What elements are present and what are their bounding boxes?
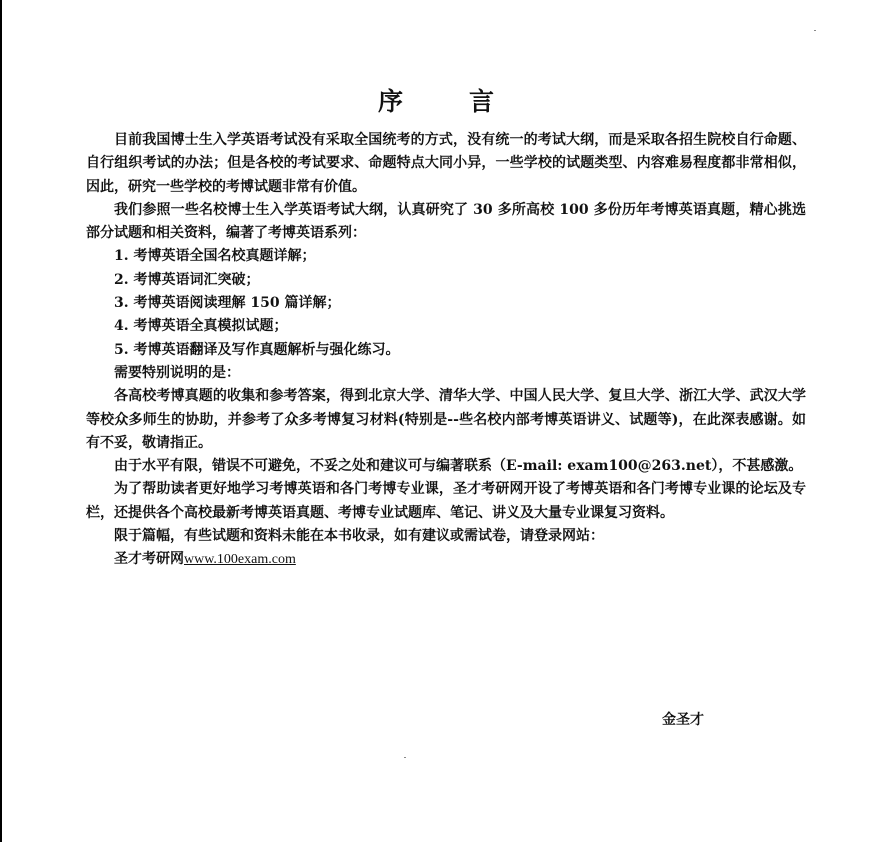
paragraph-website-intro: 为了帮助读者更好地学习考博英语和各门考博专业课，圣才考研网开设了考博英语和各门考博专业课的论坛及专栏，还提供各个高校最新考博英语真题、考博专业试题库、笔记、讲义及大量专业课复习资料。 xyxy=(86,481,806,521)
site-label: 圣才考研网 xyxy=(114,551,184,568)
author-signature: 金圣才 xyxy=(662,712,704,728)
list-item: 4. 考博英语全真模拟试题； xyxy=(114,318,288,335)
scan-speck xyxy=(404,757,406,758)
paragraph-intro: 目前我国博士生入学英语考试没有采取全国统考的方式，没有统一的考试大纲，而是采取各招生院校自行命题、自行组织考试的办法；但是各校的考试要求、命题特点大同小异，一些学校的试题类型、内容难易程度都非常相似，因此，研究一些学校的考博试题非常有价值。 xyxy=(86,132,806,195)
page-title xyxy=(2,82,870,118)
list-item: 5. 考博英语翻译及写作真题解析与强化练习。 xyxy=(114,341,400,358)
paragraph-contact: 由于水平有限，错误不可避免，不妥之处和建议可与编著联系（E-mail: exam100@263.net），不甚感激。 xyxy=(114,458,803,475)
scan-speck xyxy=(814,30,816,31)
paragraph-login: 限于篇幅，有些试题和资料未能在本书收录，如有建议或需试卷，请登录网站： xyxy=(114,528,604,545)
preface-body xyxy=(86,129,806,572)
title-char-2: 言 xyxy=(469,87,497,116)
site-url-link[interactable]: www.100exam.com xyxy=(184,552,296,568)
list-item: 3. 考博英语阅读理解 150 篇详解； xyxy=(114,295,341,312)
website-line xyxy=(86,548,806,571)
list-item: 1. 考博英语全国名校真题详解； xyxy=(114,248,316,265)
paragraph-acknowledgement: 各高校考博真题的收集和参考答案，得到北京大学、清华大学、中国人民大学、复旦大学、浙江大学、武汉大学等校众多师生的协助，并参考了众多考博复习材料(特别是--些名校内部考博英语讲义、试题等)，在此深表感谢。如有不妥，敬请指正。 xyxy=(86,388,806,451)
list-item: 2. 考博英语词汇突破； xyxy=(114,271,260,288)
title-char-1: 序 xyxy=(377,87,405,116)
paragraph-note-heading: 需要特别说明的是： xyxy=(114,364,240,381)
paragraph-series: 我们参照一些名校博士生入学英语考试大纲，认真研究了 30 多所高校 100 多份历年考博英语真题，精心挑选部分试题和相关资料，编著了考博英语系列： xyxy=(86,201,806,242)
